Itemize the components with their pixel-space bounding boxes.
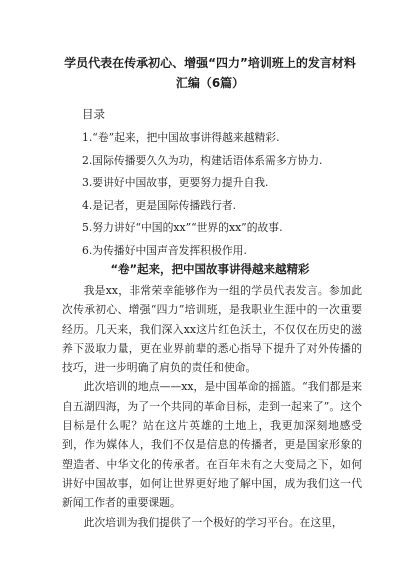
toc-item[interactable]: 5.努力讲好“中国的xx”“世界的xx”的故事. — [82, 221, 283, 234]
toc-item[interactable]: 1.“卷”起来，把中国故事讲得越来越精彩. — [82, 131, 280, 144]
section-title: “卷”起来，把中国故事讲得越来越精彩 — [110, 262, 310, 276]
toc-item[interactable]: 2.国际传播要久久为功，构建话语体系需多方协力. — [82, 153, 323, 167]
paragraph: 我是xx，非常荣幸能够作为一组的学员代表发言。参加此次传承初心、增强“四力”培训班，是我职业生涯中的一次重要经历。几天来，我们深入xx这片红色沃土，不仅仅在历史的滋养下汲取力量，更在业界前辈的悉心指导下提升了对外传播的技巧，进一步明确了肩负的责任和使命。 — [62, 284, 362, 375]
document-title: 学员代表在传承初心、增强“四力”培训班上的发言材料 — [64, 56, 356, 70]
table-of-contents — [82, 127, 322, 262]
toc-heading: 目录 — [82, 107, 105, 121]
section-body — [62, 281, 362, 532]
toc-item[interactable]: 4.是记者，更是国际传播践行者. — [82, 198, 237, 212]
document-title-line2: 汇编（6篇） — [175, 76, 245, 90]
paragraph: 此次培训的地点——xx，是中国革命的摇篮。“我们都是来自五湖四海，为了一个共同的革命目标，走到一起来了”。这个目标是什么呢？站在这片英雄的土地上，我更加深刻地感受到，作为媒体人，我们不仅是信息的传播者，更是国家形象的塑造者、中华文化的传承者。在百年未有之大变局之下，如何讲好中国故事，如何让世界更好地了解中国，成为我们这一代新闻工作者的重要课题。 — [62, 380, 362, 510]
paragraph: 此次培训为我们提供了一个极好的学习平台。在这里， — [83, 515, 343, 529]
toc-item[interactable]: 6.为传播好中国声音发挥积极作用. — [82, 243, 247, 257]
toc-item[interactable]: 3.要讲好中国故事，更要努力提升自我. — [82, 176, 269, 189]
